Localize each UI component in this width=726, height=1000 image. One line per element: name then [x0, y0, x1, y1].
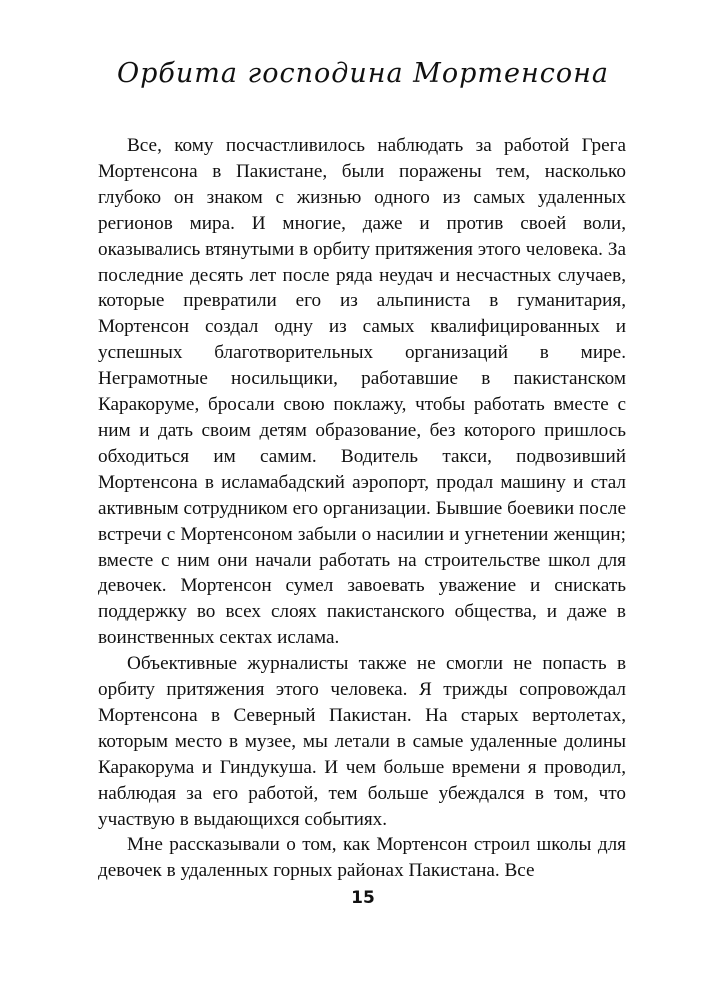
paragraph: Все, кому посчастливилось наблюдать за работой Грега Мортенсона в Пакистане, были поражены тем, насколько глубоко он знаком с жизнью одного из самых удаленных регионов мира. И многие, даже и против своей воли, оказывались втянутыми в орбиту притяжения этого человека. За последние десять лет после ряда неудач и несчастных случаев, которые превратили его из альпиниста в гуманитария, Мортенсон создал одну из самых квалифицированных и успешных благотворительных организаций в мире. Неграмотные носильщики, работавшие в пакистанском Каракоруме, бросали свою поклажу, чтобы работать вместе с ним и дать своим детям образование, без которого пришлось обходиться им самим. Водитель такси, подвозивший Мортенсона в исламабадский аэропорт, продал машину и стал активным сотрудником его организации. Бывшие боевики после встречи с Мортенсоном забыли о насилии и угнетении женщин; вместе с ним они начали работать на строительстве школ для девочек. Мортенсон сумел завоевать уважение и снискать поддержку во всех слоях пакистанского общества, и даже в воинственных сектах ислама.: [98, 135, 626, 649]
body-text: [98, 133, 626, 884]
paragraph: Объективные журналисты также не смогли не попасть в орбиту притяжения этого человека. Я трижды сопровождал Мортенсона в Северный Пакистан. На старых вертолетах, которым место в музее, мы летали в самые удаленные долины Каракорума и Гиндукуша. И чем больше времени я проводил, наблюдая за его работой, тем больше убеждался в том, что участвую в выдающихся событиях.: [98, 653, 626, 830]
paragraph: Мне рассказывали о том, как Мортенсон строил школы для девочек в удаленных горных районах Пакистана. Все: [98, 834, 626, 882]
running-title: Орбита господина Мортенсона: [116, 58, 609, 89]
page-number: 15: [351, 888, 375, 908]
